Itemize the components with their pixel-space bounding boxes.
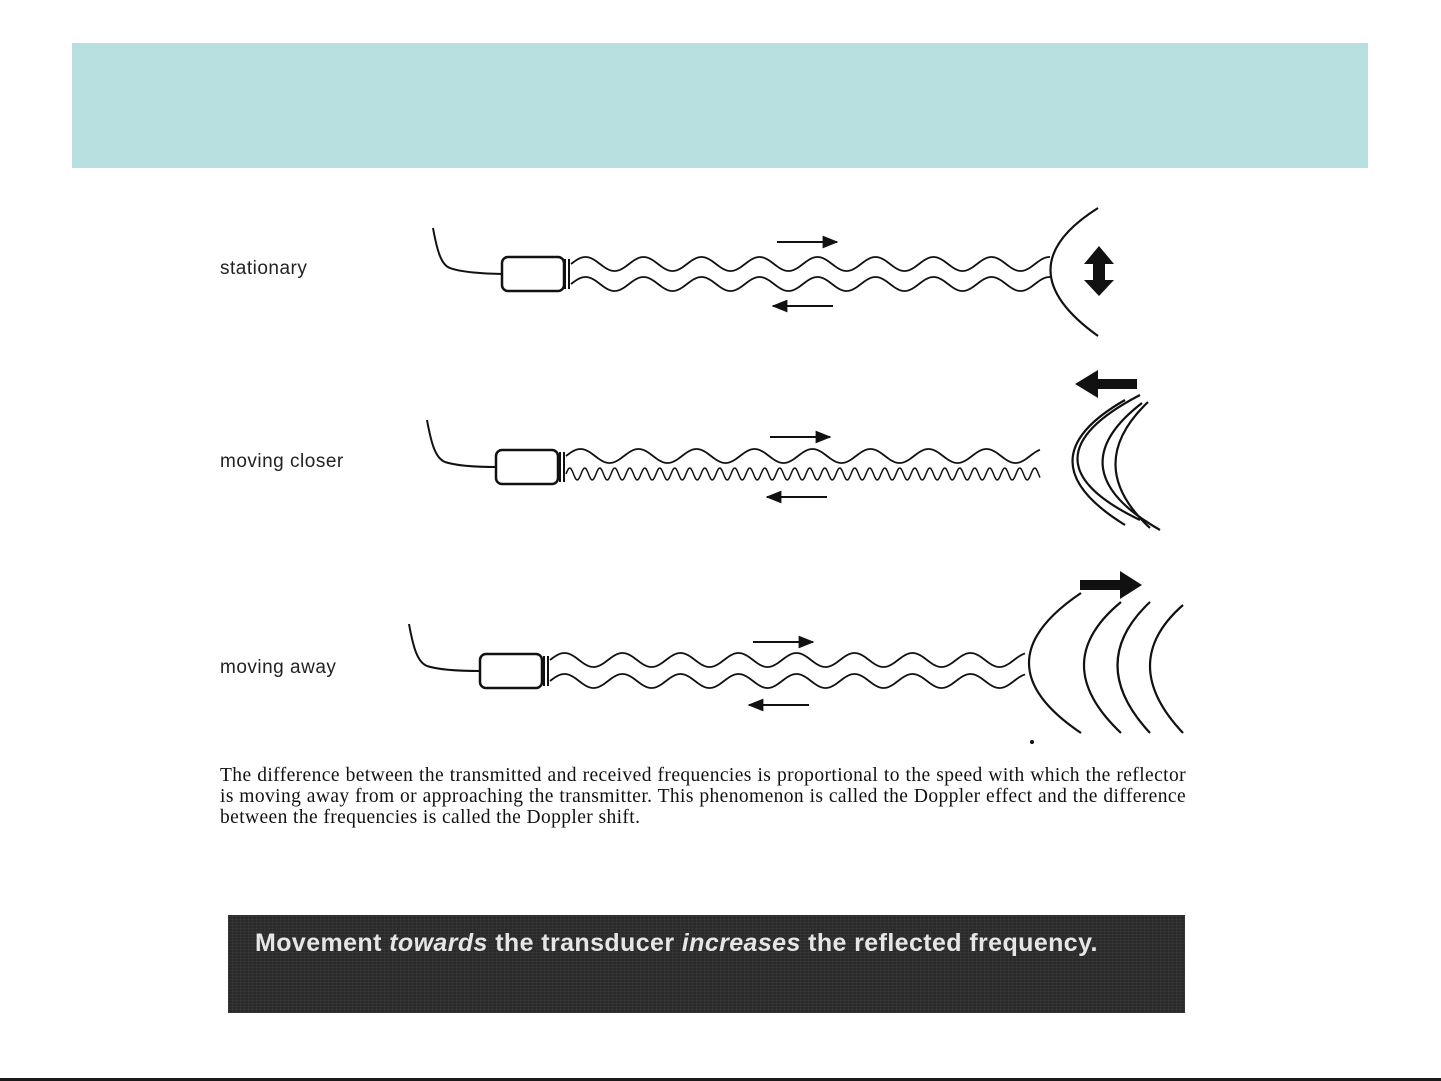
doppler-figure (205, 190, 1205, 1035)
transmitted-wave-3 (550, 653, 1025, 667)
label-moving-away: moving away (220, 657, 337, 678)
callout-part-1: Movement (255, 929, 390, 957)
callout-part-2: the transducer (487, 929, 682, 957)
recede-arrow-icon (1080, 571, 1142, 599)
doppler-diagram (205, 190, 1205, 750)
callout-emphasis-towards: towards (389, 929, 488, 957)
label-moving-closer: moving closer (220, 451, 344, 472)
callout-part-3: the reflected frequency. (800, 929, 1098, 957)
reflected-wave-1 (571, 277, 1050, 291)
doppler-caption: The difference between the transmitted and received frequencies is proportional to the speed with which the reflector is moving away from or approaching the transmitter. This phenomenon is called the Doppler effect and the difference between the frequencies is called the Doppler shift. (220, 765, 1186, 828)
reflected-wave-2 (566, 468, 1040, 480)
reflected-wave-3 (550, 674, 1025, 688)
callout-text (255, 928, 1165, 958)
transmitted-wave-1 (571, 257, 1050, 271)
slide-title-bar (72, 43, 1368, 168)
transducer-3 (480, 654, 542, 688)
reflector-1 (1051, 208, 1099, 336)
row-stationary (433, 208, 1114, 336)
approach-arrow-icon (1075, 370, 1137, 398)
transmitted-wave-2 (566, 449, 1040, 463)
transducer-2 (496, 450, 558, 484)
transducer-1 (502, 257, 564, 291)
callout-box (228, 915, 1185, 1013)
transducer-cable-3 (409, 624, 481, 671)
row-moving-away (409, 571, 1183, 744)
transducer-cable-1 (433, 228, 503, 274)
transducer-cable-2 (427, 420, 497, 467)
vibration-arrow-icon (1084, 246, 1114, 296)
label-stationary: stationary (220, 258, 308, 279)
callout-emphasis-increases: increases (681, 929, 801, 957)
row-moving-closer (427, 370, 1160, 530)
